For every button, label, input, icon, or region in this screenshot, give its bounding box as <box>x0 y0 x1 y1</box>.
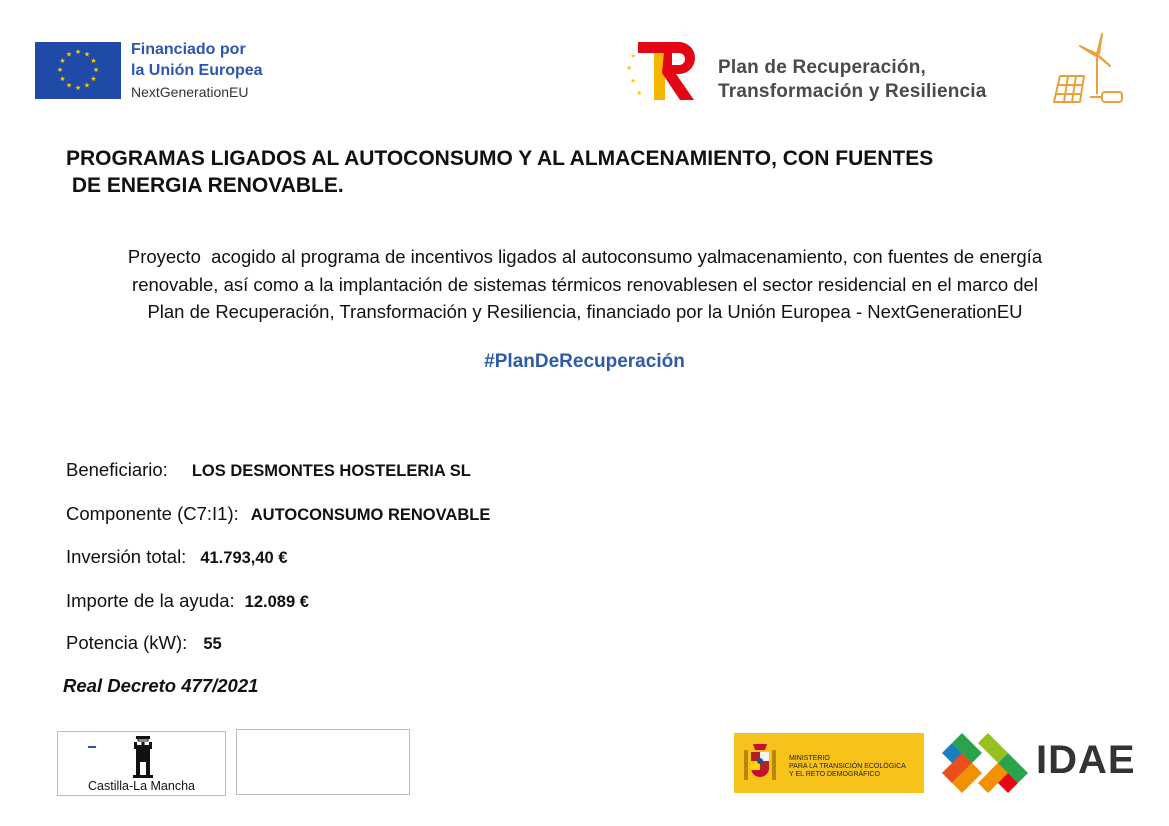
description-line-2: renovable, así como a la implantación de sistemas térmicos renovablesen el sector residencial en el marco del <box>132 273 1038 295</box>
clm-name: Castilla-La Mancha <box>88 779 195 793</box>
eu-flag-logo <box>35 42 121 99</box>
detail-label: Importe de la ayuda: <box>66 590 235 611</box>
clm-dash-mark <box>88 746 96 748</box>
detail-label: Beneficiario: <box>66 459 168 480</box>
eu-funding-text <box>131 39 263 103</box>
detail-importe-ayuda <box>66 589 309 614</box>
title-line-1: PROGRAMAS LIGADOS AL AUTOCONSUMO Y AL ALMACENAMIENTO, CON FUENTES <box>66 147 934 170</box>
prtr-tr-logo-icon <box>624 40 702 102</box>
ministerio-text <box>789 755 906 779</box>
real-decreto: Real Decreto 477/2021 <box>63 675 259 696</box>
detail-label: Potencia (kW): <box>66 632 188 653</box>
svg-text:★: ★ <box>90 75 97 83</box>
detail-value: 41.793,40 € <box>200 549 288 567</box>
detail-value: LOS DESMONTES HOSTELERIA SL <box>191 462 471 480</box>
castilla-la-mancha-logo <box>57 731 226 796</box>
eu-line-1: Financiado por <box>131 41 246 58</box>
ministerio-transicion-ecologica-logo <box>734 733 924 793</box>
empty-logo-box <box>236 729 410 795</box>
title-line-2: DE ENERGIA RENOVABLE. <box>66 174 344 197</box>
detail-label: Componente (C7:I1): <box>66 503 239 524</box>
detail-value: 55 <box>203 635 222 653</box>
hashtag: #PlanDeRecuperación <box>484 351 685 372</box>
idae-logo-icon <box>940 731 1030 795</box>
idae-wordmark: IDAE <box>1036 738 1136 782</box>
detail-potencia <box>66 631 222 656</box>
castle-icon <box>130 736 156 778</box>
svg-text:★: ★ <box>626 64 633 72</box>
prtr-line-1: Plan de Recuperación, <box>718 57 926 78</box>
svg-text:★: ★ <box>65 81 73 90</box>
project-description <box>62 243 1108 326</box>
description-line-3: Plan de Recuperación, Transformación y Resiliencia, financiado por la Unión Europea - NextGenerationEU <box>147 301 1023 322</box>
svg-text:★: ★ <box>74 84 82 92</box>
svg-text:★: ★ <box>630 77 637 85</box>
detail-label: Inversión total: <box>66 546 187 567</box>
svg-text:★: ★ <box>90 57 97 65</box>
ministerio-line-2: PARA LA TRANSICIÓN ECOLÓGICA <box>789 763 906 770</box>
svg-text:★: ★ <box>59 75 66 83</box>
svg-text:★: ★ <box>636 89 643 97</box>
svg-text:★: ★ <box>92 66 100 74</box>
svg-text:★: ★ <box>83 50 91 59</box>
eu-line-3: NextGenerationEU <box>131 84 249 100</box>
svg-text:★: ★ <box>59 57 66 65</box>
svg-text:★: ★ <box>74 48 82 56</box>
detail-beneficiario <box>66 458 471 483</box>
detail-value: 12.089 € <box>244 593 309 611</box>
eu-stars-icon <box>35 42 121 99</box>
svg-text:★: ★ <box>83 81 91 90</box>
svg-text:★: ★ <box>56 66 64 74</box>
prtr-text <box>718 56 987 104</box>
ministerio-line-3: Y EL RETO DEMOGRÁFICO <box>789 771 880 778</box>
description-line-1: Proyecto acogido al programa de incentivos ligados al autoconsumo yalmacenamiento, con fuentes de energía <box>127 246 1043 267</box>
prtr-line-2: Transformación y Resiliencia <box>718 81 987 102</box>
spain-coat-of-arms-icon <box>742 740 778 786</box>
svg-text:★: ★ <box>630 52 637 60</box>
detail-inversion-total <box>66 545 288 570</box>
detail-componente <box>66 502 490 527</box>
renewable-energy-icon <box>1050 32 1128 108</box>
page-title <box>66 145 1126 199</box>
svg-text:★: ★ <box>65 50 73 59</box>
eu-line-2: la Unión Europea <box>131 62 263 79</box>
detail-value: AUTOCONSUMO RENOVABLE <box>250 506 491 524</box>
ministerio-line-1: MINISTERIO <box>789 755 830 762</box>
